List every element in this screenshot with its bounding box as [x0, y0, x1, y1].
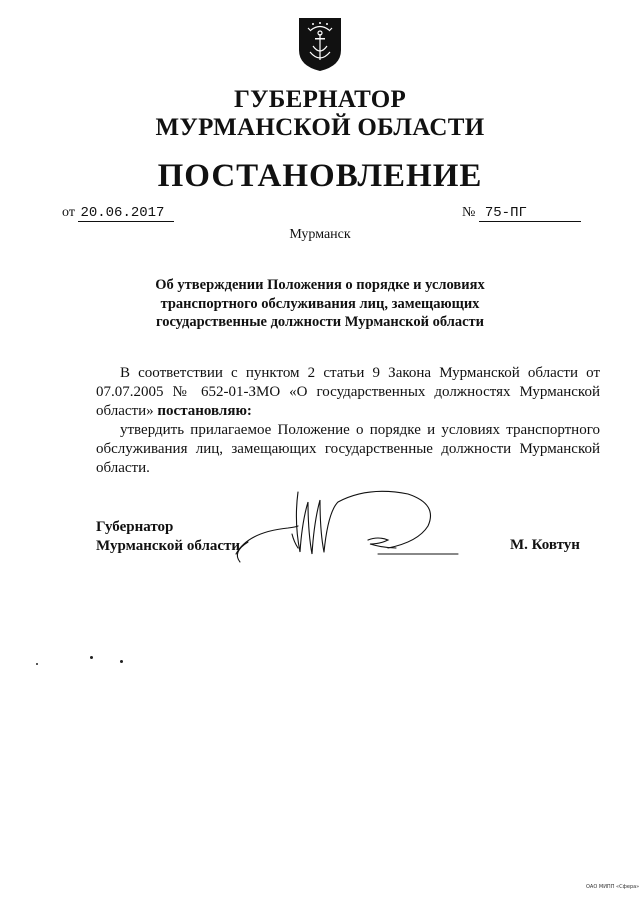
signatory-title-line1: Губернатор	[96, 519, 174, 535]
city: Мурманск	[289, 227, 351, 242]
org-title-line1: ГУБЕРНАТОР	[233, 86, 407, 113]
document-date: 20.06.2017	[78, 205, 174, 222]
scan-speck	[90, 656, 93, 659]
body-paragraph-2: утвердить прилагаемое Положение о порядке и условиях транспортного обслуживания лиц, замещающих государственные должности Мурманской области.	[96, 422, 600, 476]
signatory-title-line2: Мурманской области	[96, 538, 241, 554]
number-prefix: №	[462, 205, 476, 220]
document-number: 75-ПГ	[479, 205, 581, 222]
signatory-name: М. Ковтун	[510, 537, 580, 553]
date-prefix: от	[62, 205, 75, 220]
decree-word: постановляю:	[157, 403, 252, 419]
signatory-title	[96, 518, 240, 556]
document-body	[96, 364, 600, 478]
scan-speck	[120, 660, 123, 663]
document-subject: Об утверждении Положения о порядке и условиях транспортного обслуживания лиц, замещающих государственные должности Мурманской области	[155, 277, 485, 330]
print-mark: ОАО МИПП «Сфера»	[586, 884, 640, 890]
body-paragraph-1-text: В соответствии с пунктом 2 статьи 9 Закона Мурманской области от 07.07.2005 № 652-01-ЗМО «О государственных должностях Мурманской области»	[96, 365, 600, 419]
date-row	[62, 205, 174, 222]
number-row	[462, 205, 581, 222]
org-title-line2: МУРМАНСКОЙ ОБЛАСТИ	[155, 114, 485, 141]
body-paragraph-1	[96, 364, 600, 421]
document-type: ПОСТАНОВЛЕНИЕ	[157, 158, 483, 194]
scan-speck	[36, 663, 38, 665]
murmansk-coat-of-arms-icon	[297, 16, 343, 72]
handwritten-signature	[228, 482, 468, 578]
